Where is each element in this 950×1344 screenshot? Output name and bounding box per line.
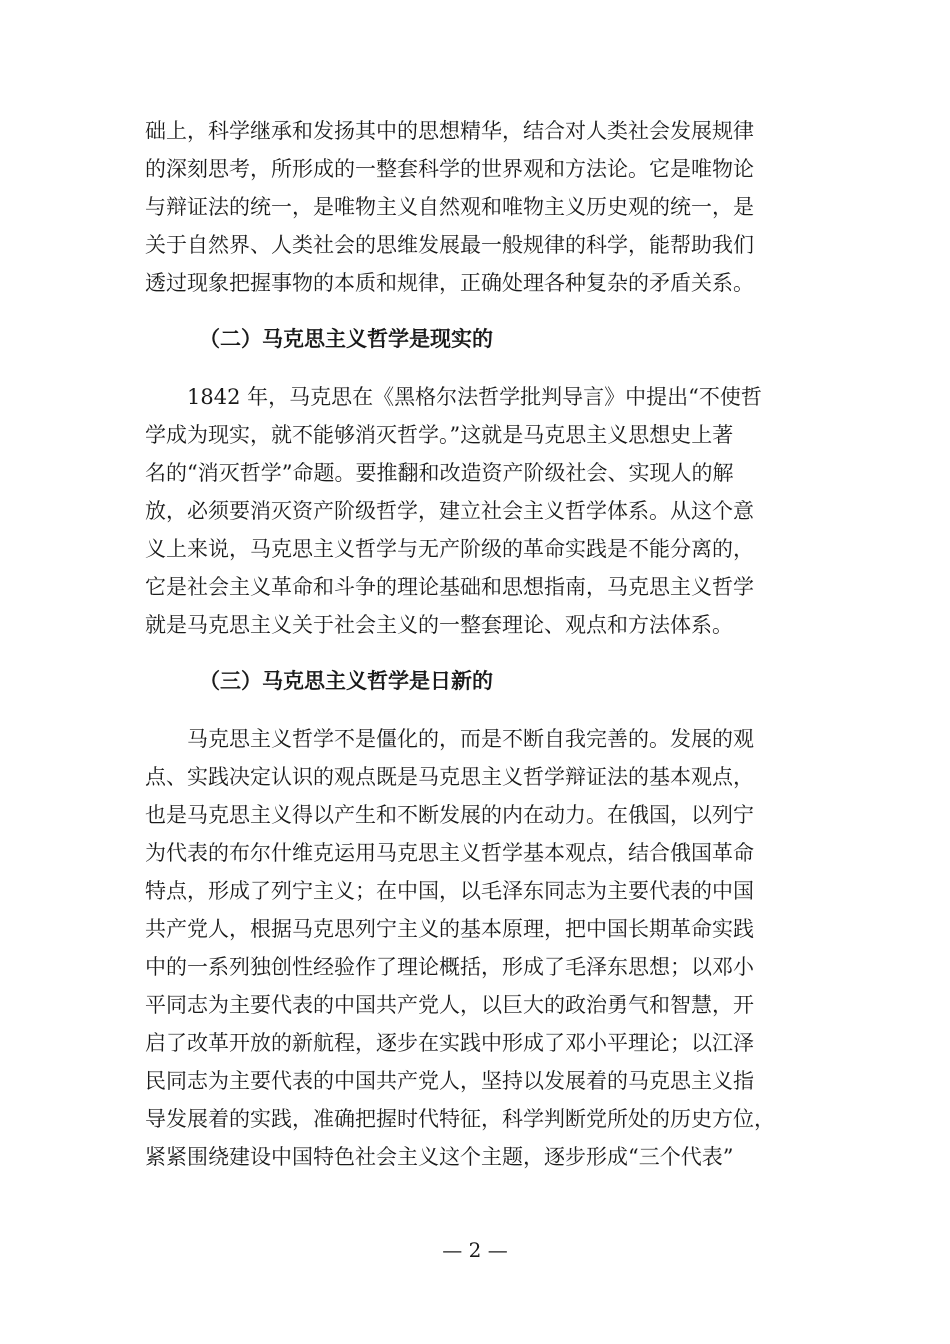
text-line: 中的一系列独创性经验作了理论概括，形成了毛泽东思想；以邓小: [145, 955, 754, 979]
paragraph-2: [145, 378, 825, 644]
text-line: 紧紧围绕建设中国特色社会主义这个主题，逐步形成“三个代表”: [145, 1145, 734, 1169]
text-line: 础上，科学继承和发扬其中的思想精华，结合对人类社会发展规律: [145, 119, 754, 143]
text-line: 点、实践决定认识的观点既是马克思主义哲学辩证法的基本观点，: [145, 765, 754, 789]
spacer: [145, 644, 825, 662]
text-line: 透过现象把握事物的本质和规律，正确处理各种复杂的矛盾关系。: [145, 271, 754, 295]
text-line: 特点，形成了列宁主义；在中国，以毛泽东同志为主要代表的中国: [145, 879, 754, 903]
text-line: 的深刻思考，所形成的一整套科学的世界观和方法论。它是唯物论: [145, 157, 754, 181]
section-heading-3: （三）马克思主义哲学是日新的: [199, 668, 493, 693]
text-line: 平同志为主要代表的中国共产党人，以巨大的政治勇气和智慧，开: [145, 993, 754, 1017]
text-line: 放，必须要消灭资产阶级哲学，建立社会主义哲学体系。从这个意: [145, 499, 754, 523]
text-line: 1842 年，马克思在《黑格尔法哲学批判导言》中提出“不使哲: [187, 385, 762, 409]
text-line: 马克思主义哲学不是僵化的，而是不断自我完善的。发展的观: [187, 727, 754, 751]
section-heading-2: （二）马克思主义哲学是现实的: [199, 326, 493, 351]
text-line: 它是社会主义革命和斗争的理论基础和思想指南，马克思主义哲学: [145, 575, 754, 599]
spacer: [145, 302, 825, 320]
text-line: 名的“消灭哲学”命题。要推翻和改造资产阶级社会、实现人的解: [145, 461, 734, 485]
text-line: 关于自然界、人类社会的思维发展最一般规律的科学，能帮助我们: [145, 233, 754, 257]
text-line: 也是马克思主义得以产生和不断发展的内在动力。在俄国，以列宁: [145, 803, 754, 827]
paragraph-3: [145, 720, 825, 1176]
text-line: 民同志为主要代表的中国共产党人，坚持以发展着的马克思主义指: [145, 1069, 754, 1093]
text-line: 与辩证法的统一，是唯物主义自然观和唯物主义历史观的统一，是: [145, 195, 754, 219]
text-line: 义上来说，马克思主义哲学与无产阶级的革命实践是不能分离的，: [145, 537, 754, 561]
text-line: 就是马克思主义关于社会主义的一整套理论、观点和方法体系。: [145, 613, 733, 637]
page-number: — 2 —: [442, 1238, 508, 1262]
spacer: [145, 358, 825, 378]
paragraph-1: [145, 112, 825, 302]
document-body: [145, 112, 825, 1176]
text-line: 启了改革开放的新航程，逐步在实践中形成了邓小平理论；以江泽: [145, 1031, 754, 1055]
text-line: 导发展着的实践，准确把握时代特征，科学判断党所处的历史方位，: [145, 1107, 775, 1131]
spacer: [145, 700, 825, 720]
text-line: 共产党人，根据马克思列宁主义的基本原理，把中国长期革命实践: [145, 917, 754, 941]
text-line: 学成为现实，就不能够消灭哲学。”这就是马克思主义思想史上著: [145, 423, 734, 447]
text-line: 为代表的布尔什维克运用马克思主义哲学基本观点，结合俄国革命: [145, 841, 754, 865]
